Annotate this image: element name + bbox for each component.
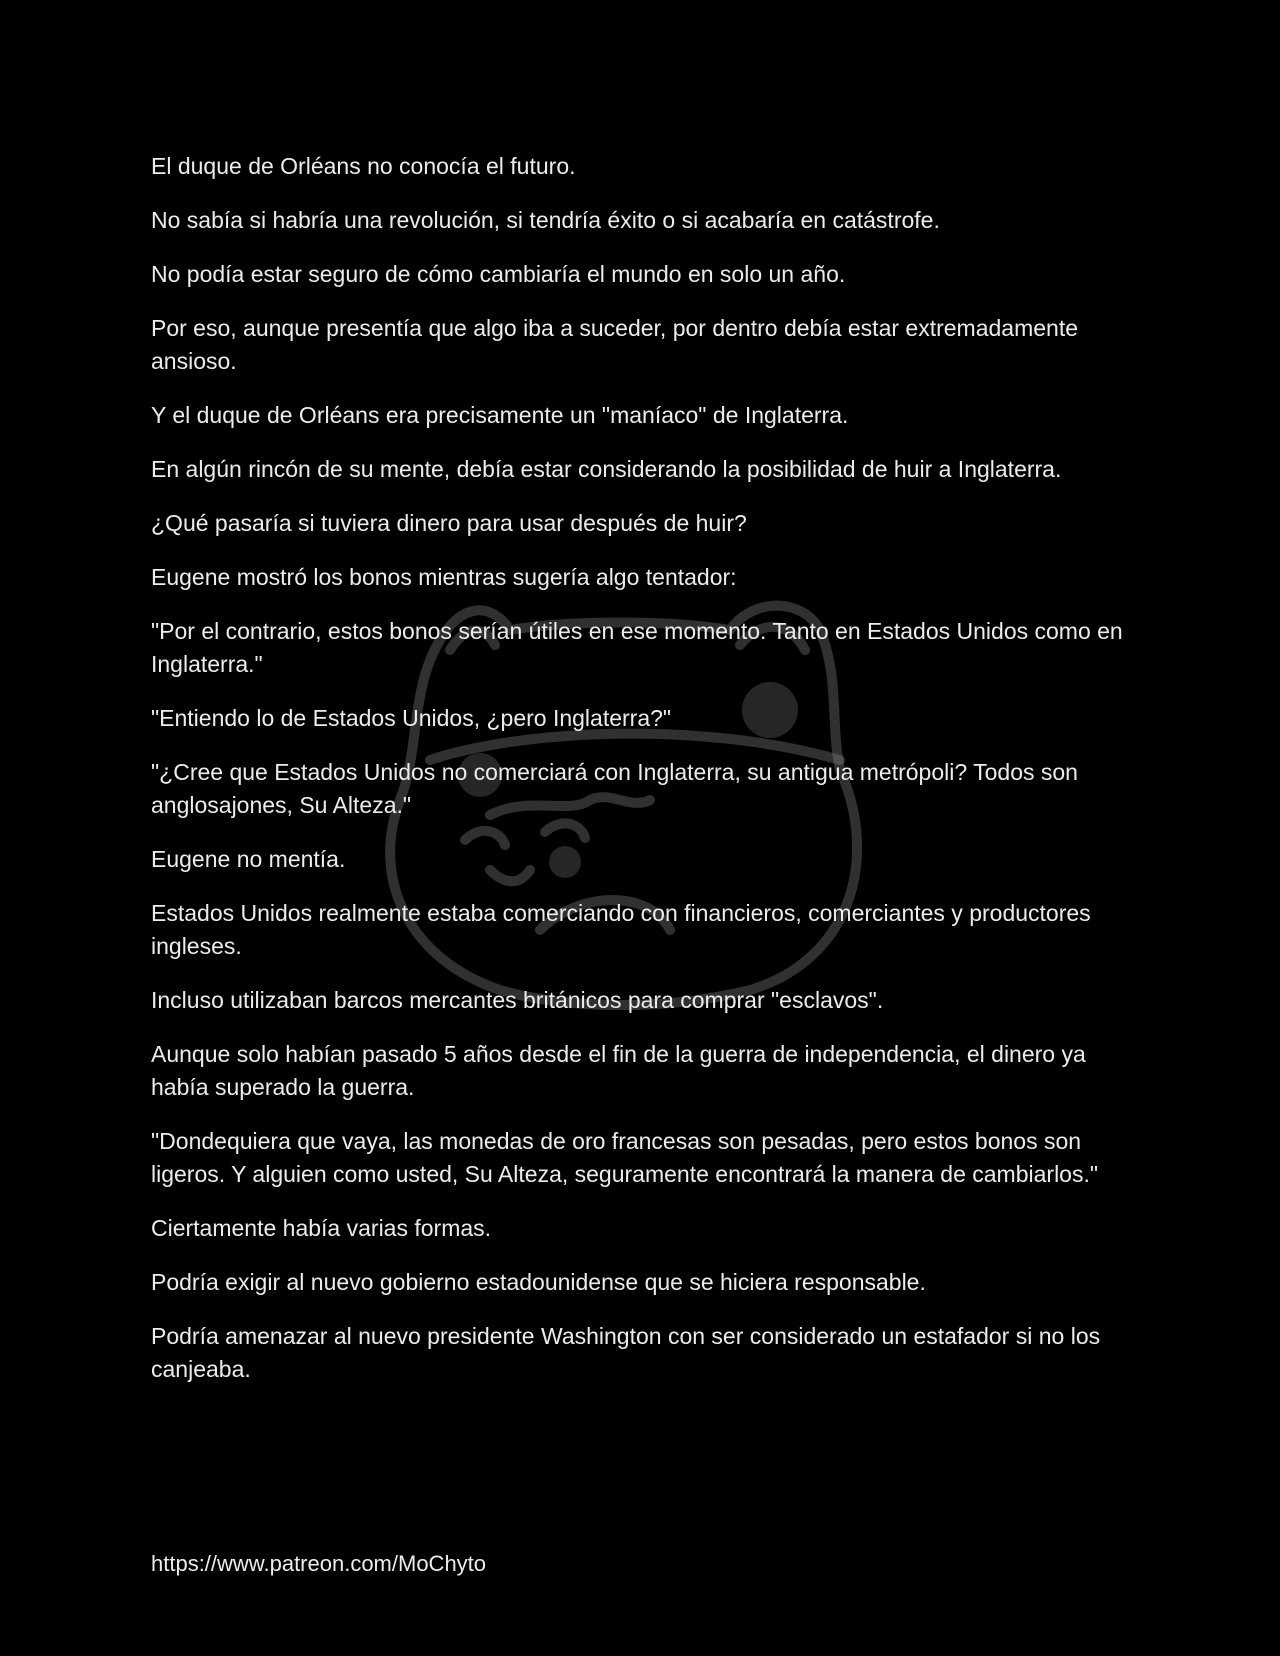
paragraph: En algún rincón de su mente, debía estar considerando la posibilidad de huir a Inglaterra. [151,456,1062,482]
paragraph: El duque de Orléans no conocía el futuro. [151,153,576,179]
paragraph: Eugene mostró los bonos mientras sugería algo tentador: [151,564,737,590]
paragraph: Podría exigir al nuevo gobierno estadounidense que se hiciera responsable. [151,1269,926,1295]
paragraph: No podía estar seguro de cómo cambiaría el mundo en solo un año. [151,261,846,287]
paragraph: "¿Cree que Estados Unidos no comerciará con Inglaterra, su antigua metrópoli? Todos son anglosajones, Su Alteza." [151,759,1078,818]
paragraph: "Dondequiera que vaya, las monedas de oro francesas son pesadas, pero estos bonos son ligeros. Y alguien como usted, Su Alteza, seguramente encontrará la manera de cambiarlos." [151,1128,1099,1187]
paragraph: Ciertamente había varias formas. [151,1215,492,1241]
paragraph: ¿Qué pasaría si tuviera dinero para usar después de huir? [151,510,747,536]
paragraph: Aunque solo habían pasado 5 años desde el fin de la guerra de independencia, el dinero ya había superado la guerra. [151,1041,1086,1100]
paragraph: "Entiendo lo de Estados Unidos, ¿pero Inglaterra?" [151,705,672,731]
paragraph: No sabía si habría una revolución, si tendría éxito o si acabaría en catástrofe. [151,207,940,233]
paragraph: Podría amenazar al nuevo presidente Washington con ser considerado un estafador si no los canjeaba. [151,1323,1101,1382]
paragraph: Eugene no mentía. [151,846,346,872]
paragraph: Por eso, aunque presentía que algo iba a suceder, por dentro debía estar extremadamente ansioso. [151,315,1079,374]
paragraph: Estados Unidos realmente estaba comerciando con financieros, comerciantes y productores ingleses. [151,900,1091,959]
paragraph: Incluso utilizaban barcos mercantes británicos para comprar "esclavos". [151,987,884,1013]
chapter-text [151,150,1131,1407]
paragraph: "Por el contrario, estos bonos serían útiles en ese momento. Tanto en Estados Unidos como en Inglaterra." [151,618,1123,677]
patreon-link[interactable]: https://www.patreon.com/MoChyto [151,1551,487,1576]
paragraph: Y el duque de Orléans era precisamente un "maníaco" de Inglaterra. [151,402,849,428]
